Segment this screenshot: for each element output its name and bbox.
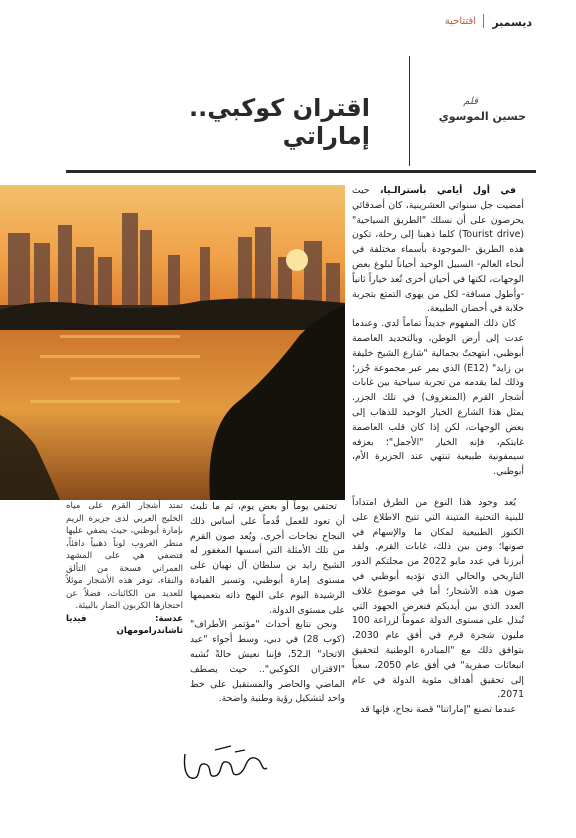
- handwritten-signature-icon: [175, 742, 271, 786]
- signature-drawing: [175, 742, 271, 786]
- caption-text: تمتد أشجار القرم على مياه الخليج العربي لدى جزيرة الريم بإمارة أبوظبي، حيث يضفي عليها منظر الغروب لوناً ذهبياً دافئاً، فتضفي هي على المشهد العمراني فسحة من التألق والنقاء، توفر هذه الأشجار موئلاً للعديد من الكائنات، فضلاً عن احتجازها الكربون الضار بالبيئة.: [66, 501, 183, 611]
- section-label: افتتاحية: [444, 16, 476, 27]
- article-paragraph-2: كان ذلك المفهوم جديداً تماماً لدي. وعندما عدت إلى أرض الوطن، وبالتحديد العاصمة أبوظبي، ابتهجتُ بجمالية "شارع الشيخ خليفة بن زايد" (E12) الذي يمر عبر مجموعة جُزر؛ وذلك لما يقدمه من تجربة سياحية بين غابات أشجار القرم (المنغروف) في تلك الجزر. يمثل هذا الشارع الخيار الوحيد للذهاب إلى بعض الوجهات، لكن إذا كان قلب العاصمة غايتكم، فإنه الخيار "الأجمل"؛ بعزفه سيمفونية طبيعية تنتهي عند الجزيرة الأم، أبوظبي.: [352, 318, 524, 478]
- article-paragraph-1: حيث أمضيت جل سنواتي العشرينية، كان أصدقائي يحرصون على أن نسلك "الطريق السياحية" (Tourist drive) كلما ذهبنا إلى رحلة، تكون هذه الطريق -الموجودة بأسماء مختلفة في أنحاء العالم- السبيل الوحيد أحياناً لبلوغ بعض الوجهات، لكنها في أحيان أخرى تُعد خياراً ثانياً -وأطول مسافة- لكل من يهوى التمتع بتجربة خلابة في أحضان الطبيعة.: [352, 185, 524, 315]
- title-divider: [409, 56, 410, 166]
- title-rule: [66, 170, 536, 173]
- byline-label: قلم: [463, 96, 478, 107]
- article-title: اقتران كوكبي.. إماراتي: [188, 94, 370, 150]
- article-paragraph-3: يُعد وجود هذا النوع من الطرق امتداداً للبنية التحتية المتينة التي تتيح الاطلاع على الكنوز الطبيعية لمكان ما والإسهام في صونها؛ ومن بين ذلك، غابات القرم. ولقد أبرزنا في عدد مايو 2022 من مجلتكم الدور التاريخي والحالي الذي تؤديه أبوظبي في صون هذه الأشجار؛ أما في موضوع غلاف العدد الذي بين أيديكم فنعرض الجهود التي تُبذل على مستوى الدولة عموماً لزراعة 100 مليون شجرة قرم في أفق عام 2030، بتوافق ذلك مع "المبادرة الوطنية لتحقيق انبعاثات صفرية" في أفق عام 2050، سعياً إلى تحقيق أهداف مئوية الدولة في عام 2071.: [352, 497, 524, 701]
- issue-month: ديسمبر: [492, 16, 532, 29]
- article-lead: في أول أيامي بأسترالـيا،: [380, 185, 516, 196]
- article-paragraph-5: ونحن نتابع أحداث "مؤتمر الأطراف" (كوب 28) في دبي، وسط أجواء "عيد الاتحاد" الـ52، فإننا نعيش حالةً تُشبه "الاقتران الكوكبي".. حيث يصطف الماضي والحاضر والمستقبل على خط واحد لتشكيل رؤية وطنية واضحة.: [190, 619, 345, 705]
- article-paragraph-4-start: عندما تصنع "إماراتنا" قصة نجاح، فإنها قد: [360, 704, 516, 716]
- mangrove-sunset-photo: [0, 185, 345, 500]
- article-column-right-top: [352, 184, 524, 480]
- article-column-right-bottom: [352, 496, 524, 718]
- header-divider: [483, 14, 484, 28]
- article-column-middle: [190, 500, 345, 707]
- article-paragraph-4-continued: تحتفي يوماً أو بعض يوم، ثم ما تلبث أن تعود للعمل قُدماً على أساس ذلك النجاح نجاحات أخرى. ويُعد صون القرم من تلك الأمثلة التي أسسها المغفور له الشيخ زايد بن سلطان آل نهيان على مستوى إمارة أبوظبي، وتسير القيادة الرشيدة اليوم على النهج ذاته بتعميمها على مستوى الدولة.: [190, 501, 345, 616]
- photo-caption: [66, 500, 183, 638]
- byline-author: حسين الموسوي: [438, 110, 526, 123]
- photo-credit: عدسة: فيديا ثاشاندرامومهان: [66, 613, 183, 636]
- photo-illustration: [0, 185, 345, 500]
